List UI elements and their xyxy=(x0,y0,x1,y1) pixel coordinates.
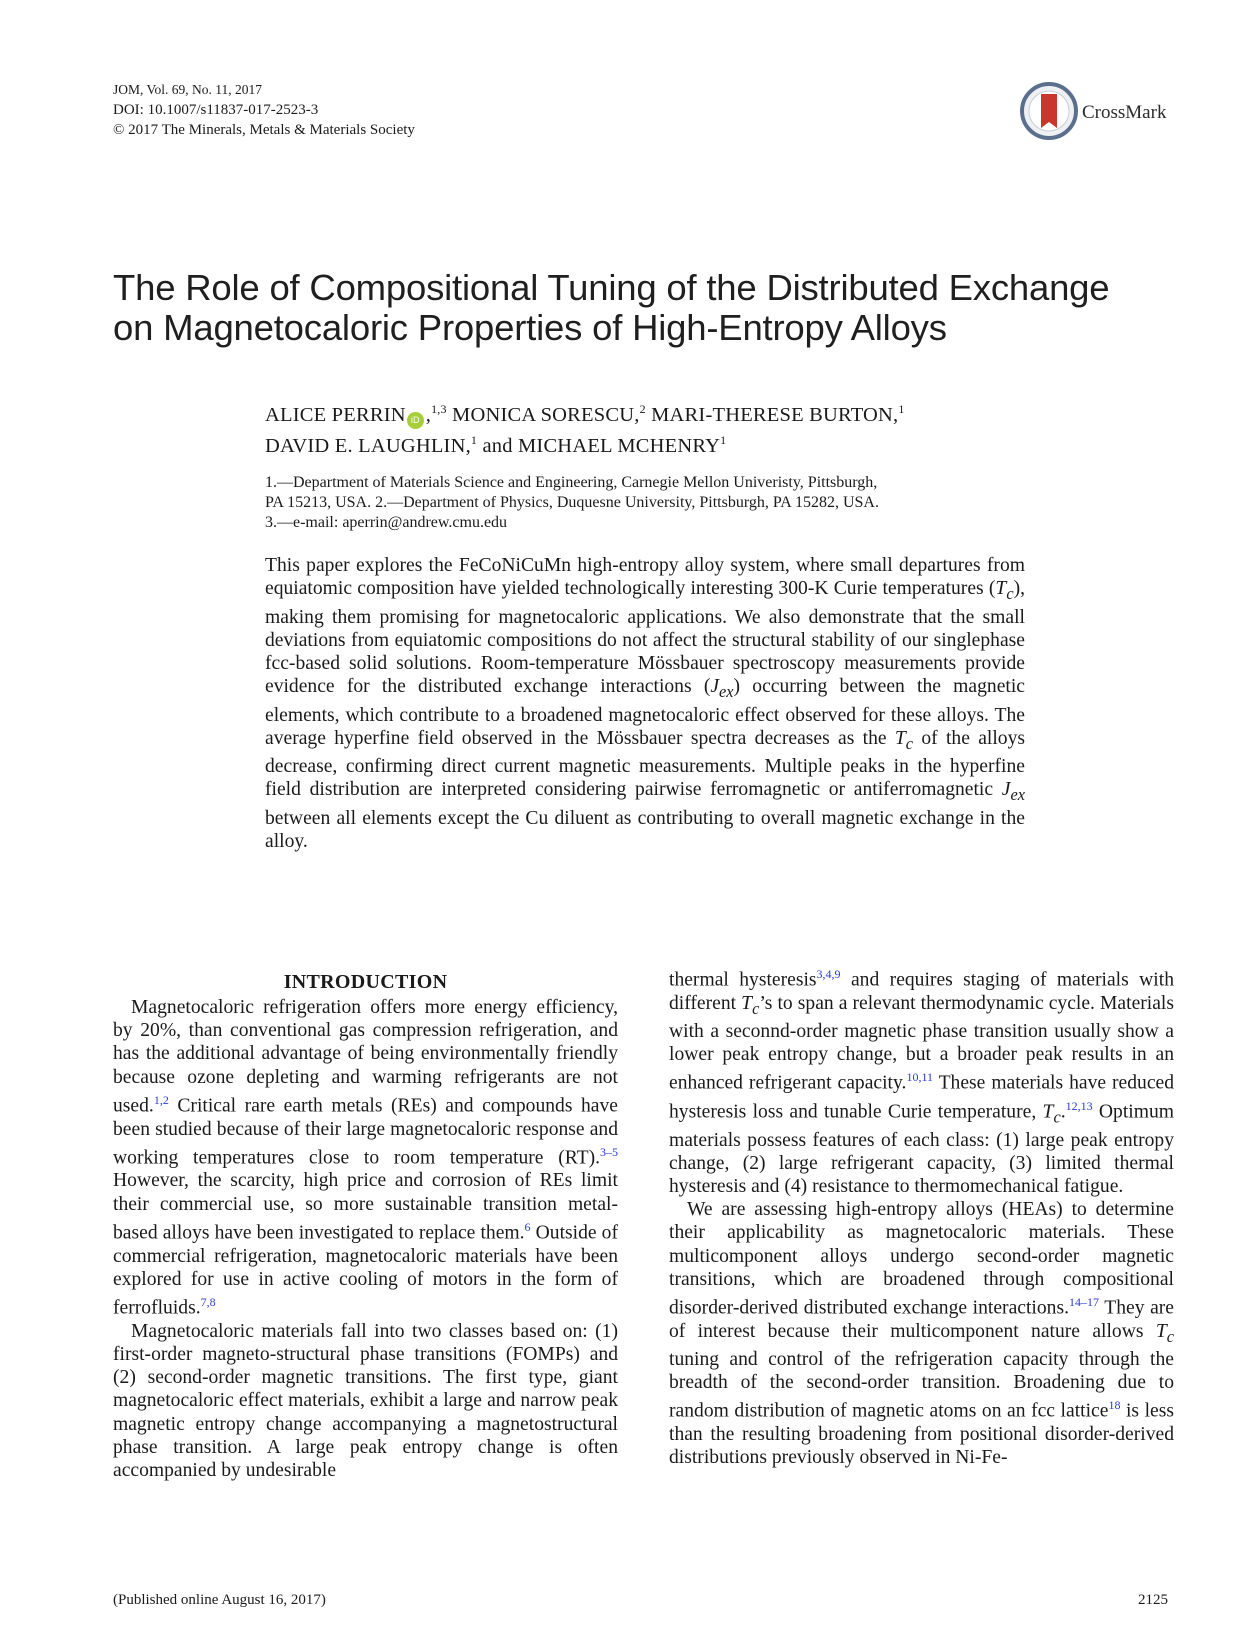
symbol-tc: T xyxy=(741,992,753,1014)
body-text: We are assessing high-entropy alloys (HEAs) to determine their applicability as magnetocaloric materials. These multicomponent alloys undergo second-order magnetic transitions, which are broadened through compositional disorder-derived distributed exchange interactions. xyxy=(669,1199,1174,1319)
symbol-tc: T xyxy=(995,578,1007,600)
abstract-text: ), making them promising for magnetocaloric applications. We also demonstrate that the small deviations from equiatomic compositions do not affect the structural stability of our singlephase fcc-based solid solutions. Room-temperature Mössbauer spectroscopy measurements provide evidence for the distributed exchange interactions ( xyxy=(265,578,1025,698)
body-text: and requires staging of materials with different xyxy=(669,969,1174,1014)
body-text: Outside of commercial refrigeration, magnetocaloric materials have been explored for use in active cooling of motors in the form of ferrofluids. xyxy=(113,1222,618,1319)
symbol-tc: T xyxy=(1042,1101,1054,1123)
intro-paragraph-2-continued: thermal hysteresis$^{3,4,9}$ and requires staging of materials with different $T_c’s$ to span a relevant thermodynamic cycle. Materials with a seconnd-order magnetic phase transition usually show a lower peak entropy change, but a broader peak results in an enhanced refrigerant capacity.$^{10,11}$ These materials have reduced hysteresis loss and tunable Curie temperature, $T_c.^{12,13}$ Optimum materials possess features of each class: (1) large peak entropy change, (2) large refrigerant capacity, (3) limited thermal hysteresis and (4) resistance to thermomechanical fatigue. xyxy=(669,967,1175,1198)
published-date: (Published online August 16, 2017) xyxy=(113,1592,326,1608)
title-line-1: The Role of Compositional Tuning of the Distributed Exchange xyxy=(113,267,1110,308)
page-number: 2125 xyxy=(1138,1592,1168,1608)
intro-paragraph-1 xyxy=(113,996,618,1320)
intro-paragraph-2: Magnetocaloric materials fall into two classes based on: (1) first-order magneto-structural phase transitions (FOMPs) and (2) second-order magnetic transitions. The first type, giant magnetocaloric effect materials, exhibit a large and narrow peak magnetic entropy change accompanying a magnetostructural phase transition. A large peak entropy change is often accompanied by undesirable xyxy=(113,1320,618,1481)
symbol-tc: T xyxy=(894,727,906,749)
body-text: tuning and control of the refrigeration capacity through the breadth of the second-order transition. Broadening due to random distribution of magnetic atoms on an fcc lattice xyxy=(669,1348,1174,1422)
author-sup: 1,3 xyxy=(431,402,447,416)
affiliation-line-3: 3.—e-mail: aperrin@andrew.cmu.edu xyxy=(265,514,508,531)
copyright: © 2017 The Minerals, Metals & Materials Society xyxy=(113,122,415,138)
author-and: and xyxy=(482,434,513,457)
reference-link[interactable]: 3–5 xyxy=(600,1144,618,1159)
reference-link[interactable]: 7,8 xyxy=(200,1295,216,1310)
author-burton: MARI-THERESE BURTON, xyxy=(651,403,899,426)
affiliations xyxy=(265,473,1025,533)
symbol-jex: J xyxy=(710,676,720,698)
reference-link[interactable]: 18 xyxy=(1108,1398,1121,1413)
column-left xyxy=(113,996,618,1482)
section-heading-introduction: INTRODUCTION xyxy=(283,971,448,993)
column-right xyxy=(669,963,1174,1469)
intro-paragraph-3 xyxy=(669,1198,1174,1469)
author-sup: 1 xyxy=(898,402,905,416)
abstract-text: ) occurring between the magnetic elements, which contribute to a broadened magnetocaloric effect observed for these alloys. The average hyperfine field observed in the Mössbauer spectra decreases as the xyxy=(265,676,1025,749)
author-line-1: ALICE PERRIN iD ,$^{1,3}$ MONICA SORESCU,$^2$ MARI-THERESE BURTON,$^1$ xyxy=(265,398,1025,429)
symbol-sub: c xyxy=(1053,1107,1061,1127)
journal-header xyxy=(113,80,415,140)
abstract-text: of the alloys decrease, confirming direct current magnetic measurements. Multiple peaks in the hyperfine field distribution are interpreted considering pairwise ferromagnetic or antiferromagnetic xyxy=(265,727,1025,801)
body-text: Critical rare earth metals (REs) and compounds have been studied because of their large magnetocaloric response and working temperatures close to room temperature (RT). xyxy=(113,1095,618,1169)
body-text: ’s to span a relevant thermodynamic cycle. Materials with a seconnd-order magnetic phase transition usually show a lower peak entropy change, but a broader peak results in an enhanced refrigerant capacity. xyxy=(669,992,1175,1094)
abstract xyxy=(265,554,1025,853)
author-list xyxy=(265,398,1025,458)
reference-link[interactable]: 14–17 xyxy=(1068,1295,1099,1310)
symbol-sub: c xyxy=(1166,1326,1174,1346)
crossmark-label: CrossMark xyxy=(1082,102,1167,123)
crossmark-badge[interactable] xyxy=(1020,80,1180,142)
crossmark-icon xyxy=(1020,82,1078,140)
author-sup: 1 xyxy=(470,432,478,447)
body-text: is less than the resulting broadening from positional disorder-derived distributions previously observed in Ni-Fe- xyxy=(669,1400,1175,1469)
reference-link[interactable]: 3,4,9 xyxy=(816,967,841,981)
paper-title xyxy=(113,268,1173,348)
orcid-icon[interactable]: iD xyxy=(407,412,424,429)
symbol-jex: J xyxy=(1001,779,1011,801)
abstract-text: This paper explores the FeCoNiCuMn high-entropy alloy system, where small departures from equiatomic composition have yielded technologically interesting 300-K Curie temperatures ( xyxy=(265,555,1025,600)
author-sup: 2 xyxy=(639,402,646,416)
body-text: Optimum materials possess features of each class: (1) large peak entropy change, (2) large refrigerant capacity, (3) limited thermal hysteresis and (4) resistance to thermomechanical fatigue. xyxy=(669,1101,1175,1198)
reference-link[interactable]: 6 xyxy=(524,1219,531,1234)
author-sorescu: MONICA SORESCU, xyxy=(452,403,640,426)
journal-citation: JOM, Vol. 69, No. 11, 2017 xyxy=(113,82,263,97)
body-text: They are of interest because their multicomponent nature allows xyxy=(669,1297,1175,1342)
body-text: thermal hysteresis xyxy=(669,969,817,991)
symbol-sub: ex xyxy=(1010,785,1025,805)
reference-link[interactable]: 12,13 xyxy=(1065,1098,1093,1113)
author-sup: 1 xyxy=(720,432,727,447)
body-text: Magnetocaloric refrigeration offers more energy efficiency, by 20%, than conventional gas compression refrigeration, and has the additional advantage of being environmentally friendly because ozone depleting and warming refrigerants are not used. xyxy=(113,997,618,1117)
title-line-2: on Magnetocaloric Properties of High-Entropy Alloys xyxy=(113,307,947,348)
symbol-sub: c xyxy=(1006,584,1014,604)
affiliation-line-1: 1.—Department of Materials Science and Engineering, Carnegie Mellon Univeristy, Pittsburgh, xyxy=(265,474,878,491)
author-mchenry: MICHAEL MCHENRY xyxy=(517,434,721,457)
author-perrin: ALICE PERRIN xyxy=(265,403,406,426)
author-laughlin: DAVID E. LAUGHLIN, xyxy=(265,434,471,457)
symbol-sub: c xyxy=(905,733,914,753)
reference-link[interactable]: 1,2 xyxy=(153,1092,169,1107)
affiliation-line-2: PA 15213, USA. 2.—Department of Physics, Duquesne University, Pittsburgh, PA 15282, USA. xyxy=(265,494,879,511)
symbol-tc: T xyxy=(1155,1320,1167,1342)
symbol-sub: c xyxy=(752,998,760,1018)
author-line-2 xyxy=(265,429,1025,458)
symbol-sub: ex xyxy=(719,682,734,702)
doi: DOI: 10.1007/s11837-017-2523-3 xyxy=(113,102,319,118)
reference-link[interactable]: 10,11 xyxy=(906,1070,933,1085)
body-text: These materials have reduced hysteresis loss and tunable Curie temperature, xyxy=(669,1072,1175,1123)
abstract-text: between all elements except the Cu diluent as contributing to overall magnetic exchange in the alloy. xyxy=(265,807,1025,852)
body-text: However, the scarcity, high price and corrosion of REs limit their commercial use, so more sustainable transition metal-based alloys have been investigated to replace them. xyxy=(113,1170,618,1244)
